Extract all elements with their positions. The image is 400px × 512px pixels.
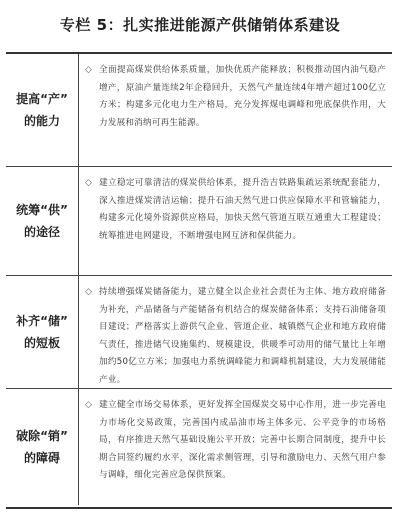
row-label <box>6 276 79 388</box>
table-row <box>6 54 392 166</box>
row-label <box>6 389 79 505</box>
row-content <box>79 54 392 166</box>
table-row <box>6 389 392 505</box>
row-label-line2: 的途径 <box>23 225 60 239</box>
diamond-outline-icon: ◇ <box>85 400 93 410</box>
diamond-outline-icon: ◇ <box>85 178 93 188</box>
diamond-outline-icon: ◇ <box>85 65 93 75</box>
row-label <box>6 167 79 275</box>
row-label-line1: 统筹“供” <box>16 203 68 217</box>
table-row <box>6 167 392 275</box>
table-row <box>6 276 392 388</box>
row-label-line2: 的障碍 <box>23 451 60 465</box>
row-text: 全面提高煤炭供给体系质量，加快优质产能释放；积极推动国内油气稳产增产，原油产量连续2年企稳回升，天然气产量连续4年增产超过100亿立方米；构建多元化电力生产格局，充分发挥煤电调峰和兜底保供作用，大力发展和消纳可再生能源。 <box>99 65 386 128</box>
row-text: 建立健全市场交易体系，更好发挥全国煤炭交易中心作用，进一步完善电力市场化交易政策，完善国内成品油市场主体多元、公平竞争的市场格局，有序推进天然气基础设施公平开放；完善中长期合同制度，提升中长期合同签约履约水平，深化需求侧管理，引导和激励电力、天然气用户参与调峰，细化完善应急保供预案。 <box>99 400 386 480</box>
row-content <box>79 389 392 505</box>
row-label-line1: 补齐“储” <box>16 314 68 328</box>
row-label <box>6 54 79 166</box>
row-label-line2: 的能力 <box>23 114 60 128</box>
content-table <box>6 52 392 509</box>
row-label-line2: 的短板 <box>23 336 60 350</box>
row-content <box>79 276 392 388</box>
row-label-line1: 破除“销” <box>16 429 68 443</box>
row-text: 建立稳定可靠清洁的煤炭供给体系，提升浩吉铁路集疏运系统配套能力，深入推进煤炭清洁运输；提升石油天然气进口供应保障水平和管输能力，构建多元化境外资源供应格局，加快天然气管道互联互通重大工程建设；统筹推进电网建设，不断增强电网互济和保供能力。 <box>99 178 386 241</box>
row-content <box>79 167 392 275</box>
box-title: 专栏 5：扎实推进能源产供储销体系建设 <box>59 16 341 34</box>
diamond-outline-icon: ◇ <box>85 287 93 297</box>
row-label-line1: 提高“产” <box>16 92 68 106</box>
row-text: 持续增强煤炭储备能力，建立健全以企业社会责任为主体、地方政府储备为补充，产品储备与产能储备有机结合的煤炭储备体系；支持石油储备项目建设；严格落实上游供气企业、管道企业、城镇燃气企业和地方政府储气责任，推进储气设施集约、规模建设，供暖季可动用的储气量比上年增加约50亿立方米；加强电力系统调峰能力和调峰机制建设，大力发展储能产业。 <box>99 287 386 385</box>
